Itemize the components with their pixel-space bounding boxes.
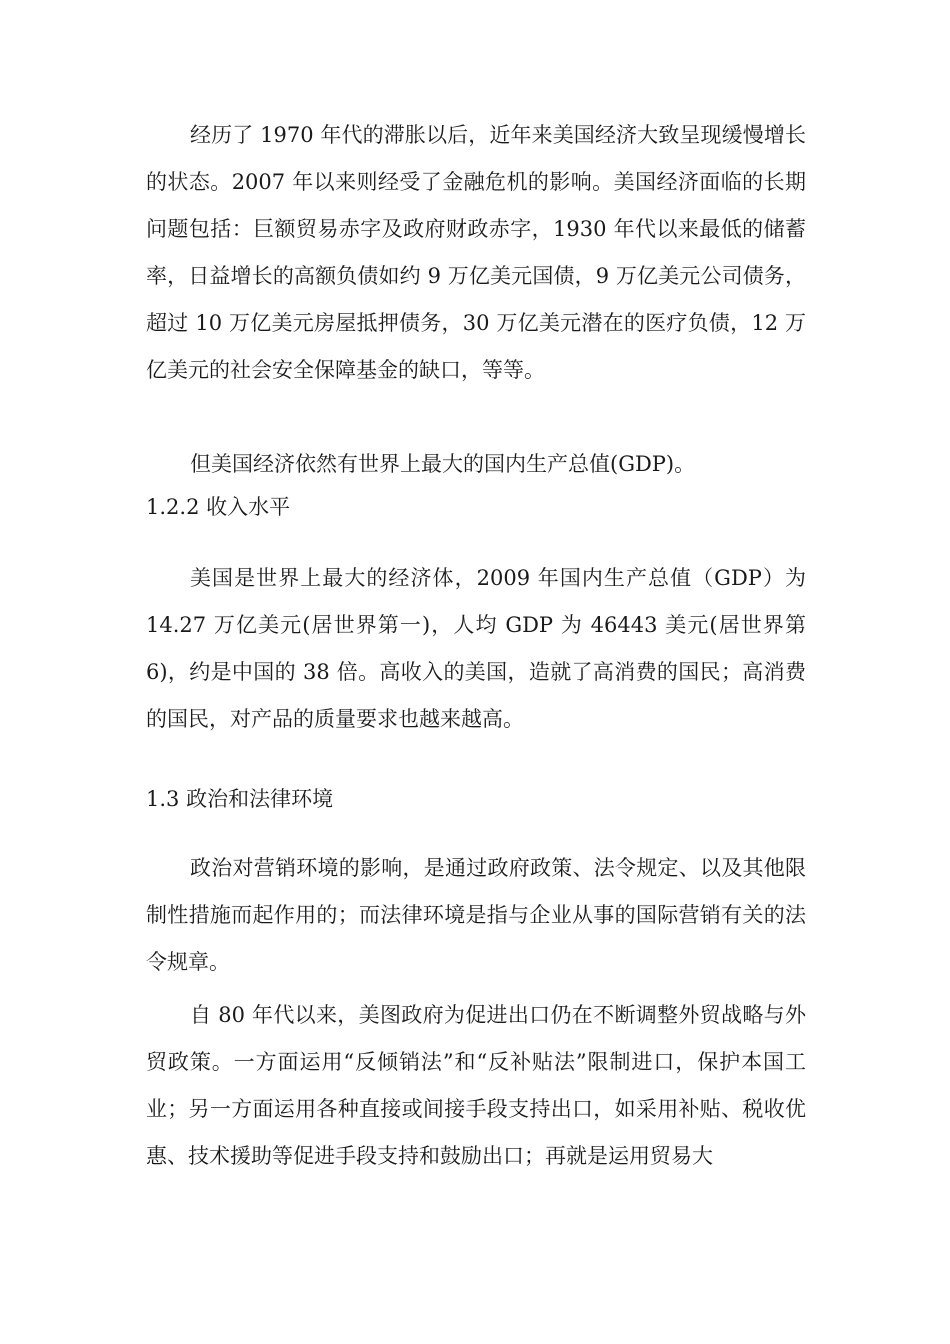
heading-political-legal: 1.3 政治和法律环境 bbox=[146, 787, 334, 811]
paragraph-trade-policy: 自 80 年代以来，美图政府为促进出口仍在不断调整外贸战略与外贸政策。一方面运用“反倾销法”和“反补贴法”限制进口，保护本国工业；另一方面运用各种直接或间接手段支持出口，如采用补贴、税收优惠、技术援助等促进手段支持和鼓励出口；再就是运用贸易大 bbox=[146, 1003, 806, 1168]
paragraph-economic-problems: 经历了 1970 年代的滞胀以后，近年来美国经济大致呈现缓慢增长的状态。2007 年以来则经受了金融危机的影响。美国经济面临的长期问题包括：巨额贸易赤字及政府财政赤字，1930 年代以来最低的储蓄率，日益增长的高额负债如约 9 万亿美元国债，9 万亿美元公司债务，超过 10 万亿美元房屋抵押债务，30 万亿美元潜在的医疗负债，12 万亿美元的社会安全保障基金的缺口，等等。 bbox=[146, 123, 806, 382]
heading-income-level: 1.2.2 收入水平 bbox=[146, 495, 291, 519]
paragraph-politics: 政治对营销环境的影响，是通过政府政策、法令规定、以及其他限制性措施而起作用的；而法律环境是指与企业从事的国际营销有关的法令规章。 bbox=[146, 856, 806, 974]
paragraph-gdp-largest: 但美国经济依然有世界上最大的国内生产总值(GDP)。 bbox=[190, 452, 696, 476]
paragraph-income: 美国是世界上最大的经济体，2009 年国内生产总值（GDP）为 14.27 万亿美元(居世界第一)，人均 GDP 为 46443 美元(居世界第 6)，约是中国的 38 倍。高收入的美国，造就了高消费的国民；高消费的国民，对产品的质量要求也越来越高。 bbox=[146, 566, 806, 731]
